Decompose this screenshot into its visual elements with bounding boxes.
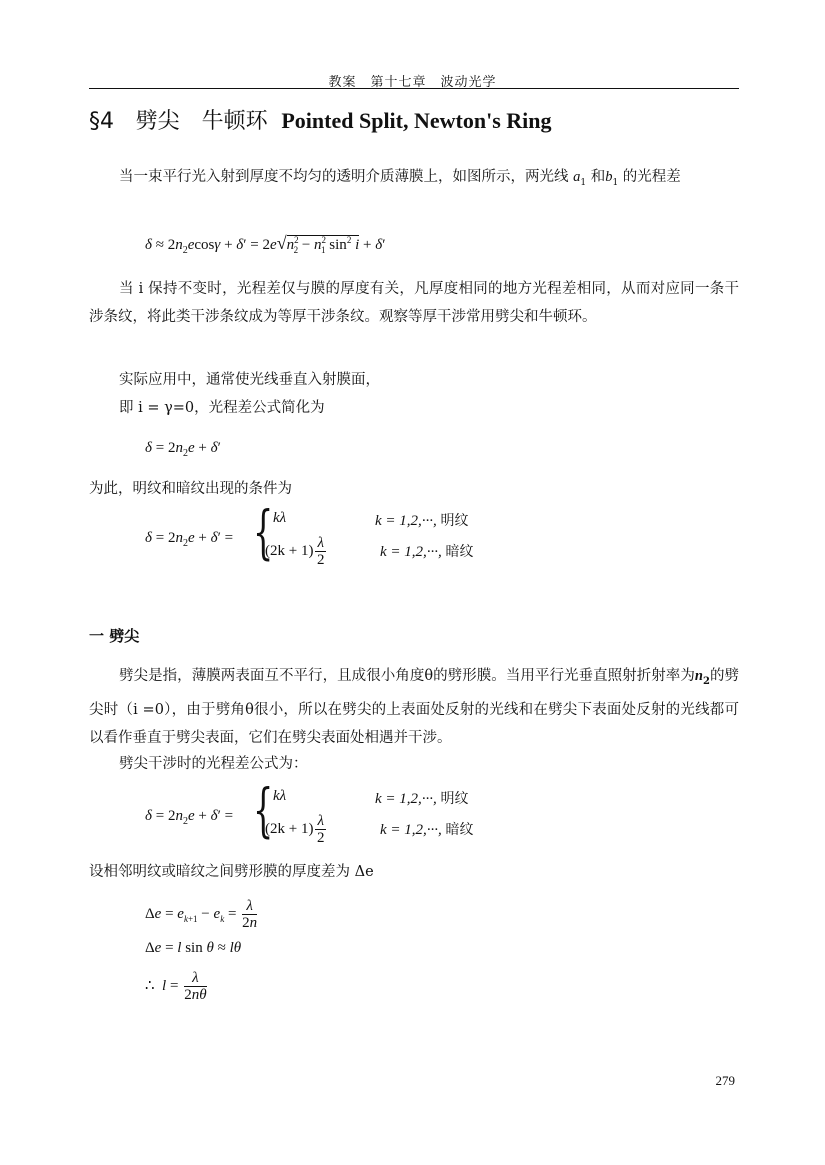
small-angle-formula: Δe = l sin θ ≈ lθ	[145, 940, 242, 956]
header-rule	[89, 88, 739, 89]
fringe-conditions-1: $\delta = 2n_2e + \delta'$ = { kλ k = 1,2,···, 明纹 (2k + 1) $\frac{\lambda}{2}$ k = 1,2,···, 暗纹	[145, 498, 474, 568]
intro-paragraph-2: 当 i 保持不变时，光程差仅与膜的厚度有关，凡厚度相同的地方光程差相同，从而对应同一条干涉条纹，将此类干涉条纹成为等厚干涉条纹。观察等厚干涉常用劈尖和牛顿环。	[89, 281, 739, 325]
optical-path-difference-formula: $\delta \approx 2n_2ecos\gamma + \delta' = 2e√n^2_2 - n^2_1$ $\sin^2 i + \delta'$	[145, 233, 386, 256]
intro-paragraph-3: 实际应用中，通常使光线垂直入射膜面，	[119, 372, 380, 388]
thickness-difference-formula: $\Delta e = e_{k+1} - e_k$ = $\frac{\lambda}{2n}$	[145, 898, 258, 931]
intro-paragraph-5: 为此，明纹和暗纹出现的条件为	[89, 481, 292, 497]
subsection-heading: 一 劈尖	[89, 627, 140, 645]
ray-a-label: a	[573, 169, 581, 185]
wedge-paragraph-3: 设相邻明纹或暗纹之间劈形膜的厚度差为 Δe	[89, 864, 374, 880]
page-number: 279	[715, 1073, 735, 1088]
fringe-spacing-formula: ∴ l = $\frac{\lambda}{2n\theta}$	[145, 970, 207, 1003]
section-number: §4	[89, 109, 114, 134]
intro-paragraph-4: 即 i = γ=0，光程差公式简化为	[119, 400, 325, 416]
section-title	[89, 104, 552, 135]
wedge-paragraph-1: 劈尖是指，薄膜两表面互不平行，且成很小角度θ的劈形膜。当用平行光垂直照射折射率为$n_2$的劈尖时（i =0），由于劈角θ很小，所以在劈尖的上表面处反射的光线和在劈尖下表面处反射的光线都可以看作垂直于劈尖表面，它们在劈尖表面处相遇并干涉。	[89, 668, 740, 746]
intro-paragraph-1: 当一束平行光入射到厚度不均匀的透明介质薄膜上，如图所示，两光线 $a_1$ 和$b_1$ 的光程差	[119, 169, 681, 188]
section-title-english: Pointed Split, Newton's Ring	[281, 108, 552, 133]
simplified-formula: $\delta = 2n_2e + \delta'$	[145, 440, 221, 459]
left-brace: {	[253, 776, 274, 844]
fringe-conditions-2: $\delta = 2n_2e + \delta'$ = { kλ k = 1,2,···, 明纹 (2k + 1) $\frac{\lambda}{2}$ k = 1,2,···, 暗纹	[145, 776, 474, 846]
section-title-chinese: 劈尖 牛顿环	[135, 109, 268, 134]
running-header: 教案 第十七章 波动光学	[328, 75, 497, 90]
wedge-paragraph-2: 劈尖干涉时的光程差公式为：	[119, 756, 308, 772]
ray-b-label: b	[605, 169, 613, 185]
left-brace: {	[253, 498, 274, 566]
